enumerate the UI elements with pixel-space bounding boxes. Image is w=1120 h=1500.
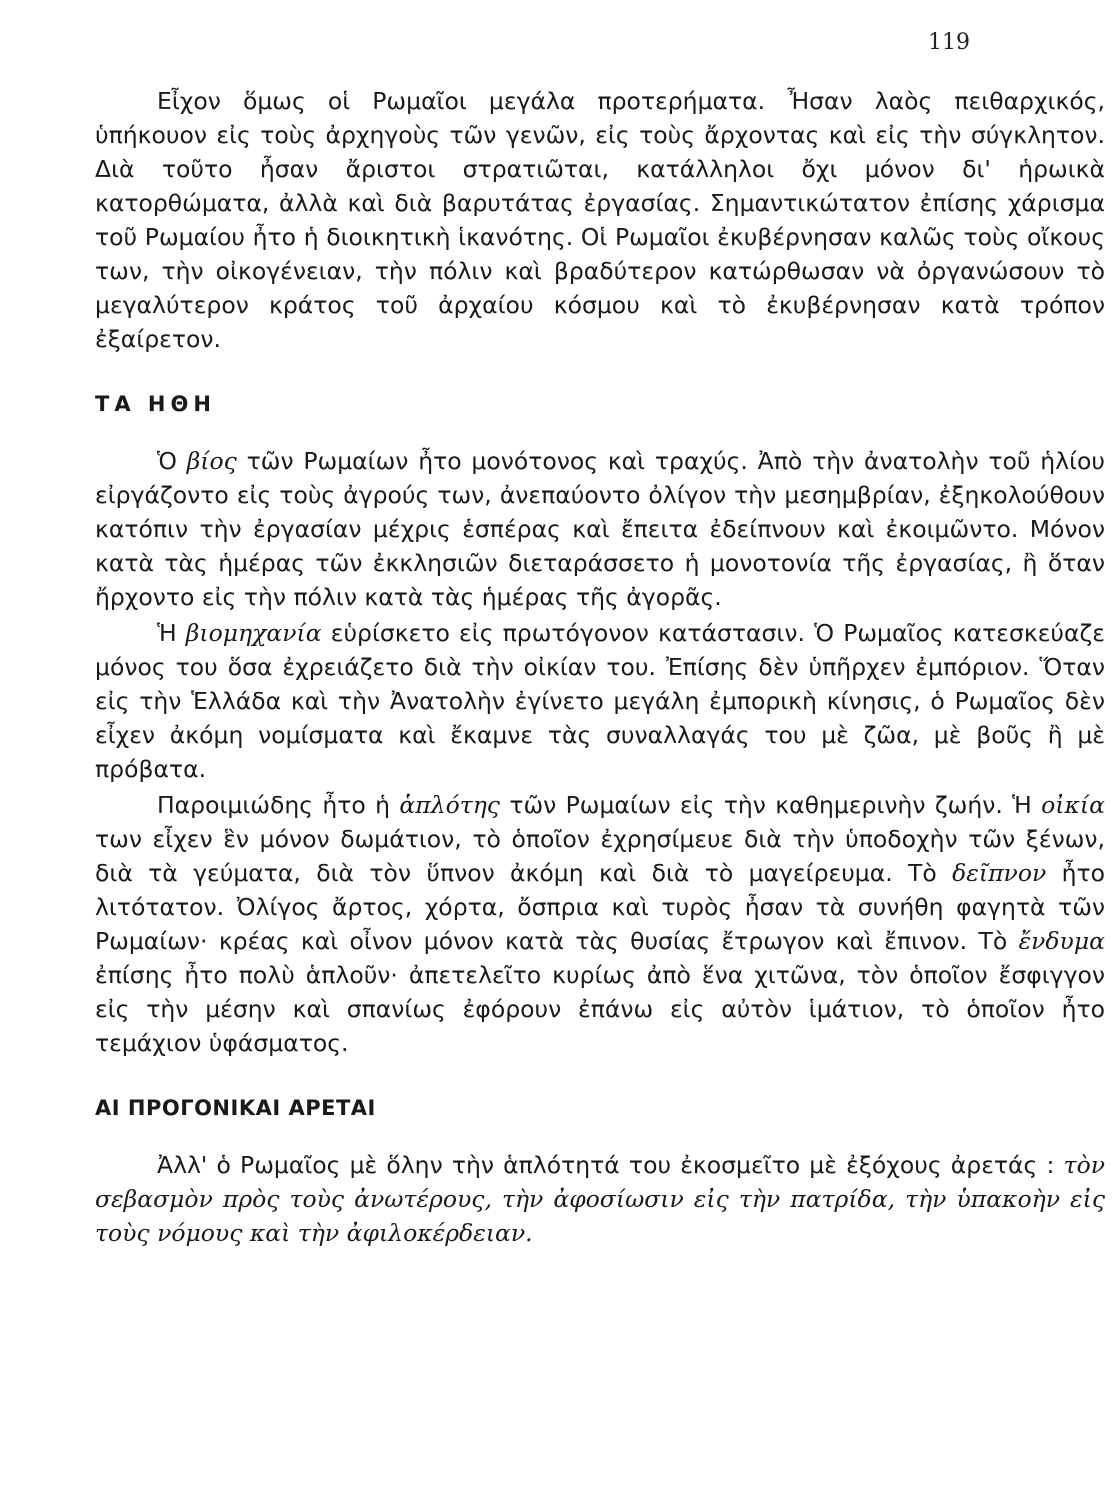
text-segment: Ἀλλ' ὁ Ρωμαῖος μὲ ὅλην τὴν ἁπλότητά του ἐκοσμεῖτο μὲ ἐξόχους ἀρετάς : xyxy=(157,1151,1064,1179)
text-segment: των εἶχεν ἓν μόνον δωμάτιον, τὸ ὁποῖον ἐχρησίμευε διὰ τὴν ὑποδοχὴν τῶν ξένων, διὰ τὰ γεύματα, διὰ τὸν ὕπνον ἀκόμη καὶ διὰ τὸ μαγείρευμα. Τὸ xyxy=(95,825,1105,887)
section-heading-ancestral-virtues: ΑΙ ΠΡΟΓΟΝΙΚΑΙ ΑΡΕΤΑΙ xyxy=(95,1096,376,1120)
paragraph-industry xyxy=(95,616,1105,786)
italic-term-bios: βίος xyxy=(186,447,237,475)
text-segment: τῶν Ρωμαίων ἦτο μονότονος καὶ τραχύς. Ἀπὸ τὴν ἀνατολὴν τοῦ ἡλίου εἰργάζοντο εἰς τοὺς ἀγρούς των, ἀνεπαύοντο ὀλίγον τὴν μεσημβρίαν, ἐξηκολούθουν κατόπιν τὴν ἐργασίαν μέχρις ἑσπέρας καὶ ἔπειτα ἐδείπνουν καὶ ἐκοιμῶντο. Μόνον κατὰ τὰς ἡμέρας τῶν ἐκκλησιῶν διεταράσσετο ἡ μονοτονία τῆς ἐργασίας, ἢ ὅταν ἤρχοντο εἰς τὴν πόλιν κατὰ τὰς ἡμέρας τῆς ἀγορᾶς. xyxy=(95,447,1105,611)
page-body xyxy=(95,84,1105,1250)
italic-term-house: οἰκία xyxy=(1041,791,1106,819)
paragraph-roman-virtues: Εἶχον ὅμως οἱ Ρωμαῖοι μεγάλα προτερήματα. Ἦσαν λαὸς πειθαρχικός, ὑπήκουον εἰς τοὺς ἀρχηγοὺς τῶν γενῶν, εἰς τοὺς ἄρχοντας καὶ εἰς τὴν σύγκλητον. Διὰ τοῦτο ἦσαν ἄριστοι στρατιῶται, κατάλληλοι ὄχι μόνον δι' ἡρωικὰ κατορθώματα, ἀλλὰ καὶ διὰ βαρυτάτας ἐργασίας. Σημαντικώτατον ἐπίσης χάρισμα τοῦ Ρωμαίου ἦτο ἡ διοικητικὴ ἱκανότης. Οἱ Ρωμαῖοι ἐκυβέρνησαν καλῶς τοὺς οἴκους των, τὴν οἰκογένειαν, τὴν πόλιν καὶ βραδύτερον κατώρθωσαν νὰ ὀργανώσουν τὸ μεγαλύτερον κράτος τοῦ ἀρχαίου κόσμου καὶ τὸ ἐκυβέρνησαν κατὰ τρόπον ἐξαίρετον. xyxy=(95,87,1105,353)
text-segment: τῶν Ρωμαίων εἰς τὴν καθημερινὴν ζωήν. Ἡ xyxy=(499,791,1042,819)
italic-term-garment: ἔνδυμα xyxy=(1018,927,1105,955)
text-segment: Ἡ xyxy=(157,619,186,647)
italic-term-simplicity: ἁπλότης xyxy=(399,791,500,819)
paragraph-simplicity xyxy=(95,788,1105,1060)
paragraph-virtues-list xyxy=(95,1148,1105,1250)
italic-term-industry: βιομηχανία xyxy=(185,619,322,647)
text-segment: Παροιμιώδης ἦτο ἡ xyxy=(157,791,400,819)
page-number: 119 xyxy=(928,30,970,55)
italic-term-dinner: δεῖπνον xyxy=(952,859,1047,887)
italic-virtues-list: τὸν σεβασμὸν πρὸς τοὺς ἀνωτέρους, τὴν ἀφοσίωσιν εἰς τὴν πατρίδα, τὴν ὑπακοὴν εἰς τοὺς νόμους καὶ τὴν ἀφιλοκέρδειαν. xyxy=(95,1151,1105,1247)
text-segment: ἐπίσης ἦτο πολὺ ἁπλοῦν· ἀπετελεῖτο κυρίως ἀπὸ ἕνα χιτῶνα, τὸν ὁποῖον ἔσφιγγον εἰς τὴν μέσην καὶ σπανίως ἐφόρουν ἐπάνω εἰς αὐτὸν ἱμάτιον, τὸ ὁποῖον ἦτο τεμάχιον ὑφάσματος. xyxy=(95,961,1105,1057)
section-heading-customs: ΤΑ ΗΘΗ xyxy=(95,392,216,416)
text-segment: εὑρίσκετο εἰς πρωτόγονον κατάστασιν. Ὁ Ρωμαῖος κατεσκεύαζε μόνος του ὅσα ἐχρειάζετο διὰ τὴν οἰκίαν του. Ἐπίσης δὲν ὑπῆρχεν ἐμπόριον. Ὅταν εἰς τὴν Ἑλλάδα καὶ τὴν Ἀνατολὴν ἐγίνετο μεγάλη ἐμπορικὴ κίνησις, ὁ Ρωμαῖος δὲν εἶχεν ἀκόμη νομίσματα καὶ ἔκαμνε τὰς συναλλαγάς του μὲ ζῶα, μὲ βοῦς ἢ μὲ πρόβατα. xyxy=(95,619,1105,783)
paragraph-daily-life xyxy=(95,444,1105,614)
text-segment: Ὁ xyxy=(157,447,187,475)
text-segment: ἦτο λιτότατον. Ὀλίγος ἄρτος, χόρτα, ὄσπρια καὶ τυρὸς ἦσαν τὰ συνήθη φαγητὰ τῶν Ρωμαίων· κρέας καὶ οἶνον μόνον κατὰ τὰς θυσίας ἔτρωγον καὶ ἔπινον. Τὸ xyxy=(95,859,1106,955)
